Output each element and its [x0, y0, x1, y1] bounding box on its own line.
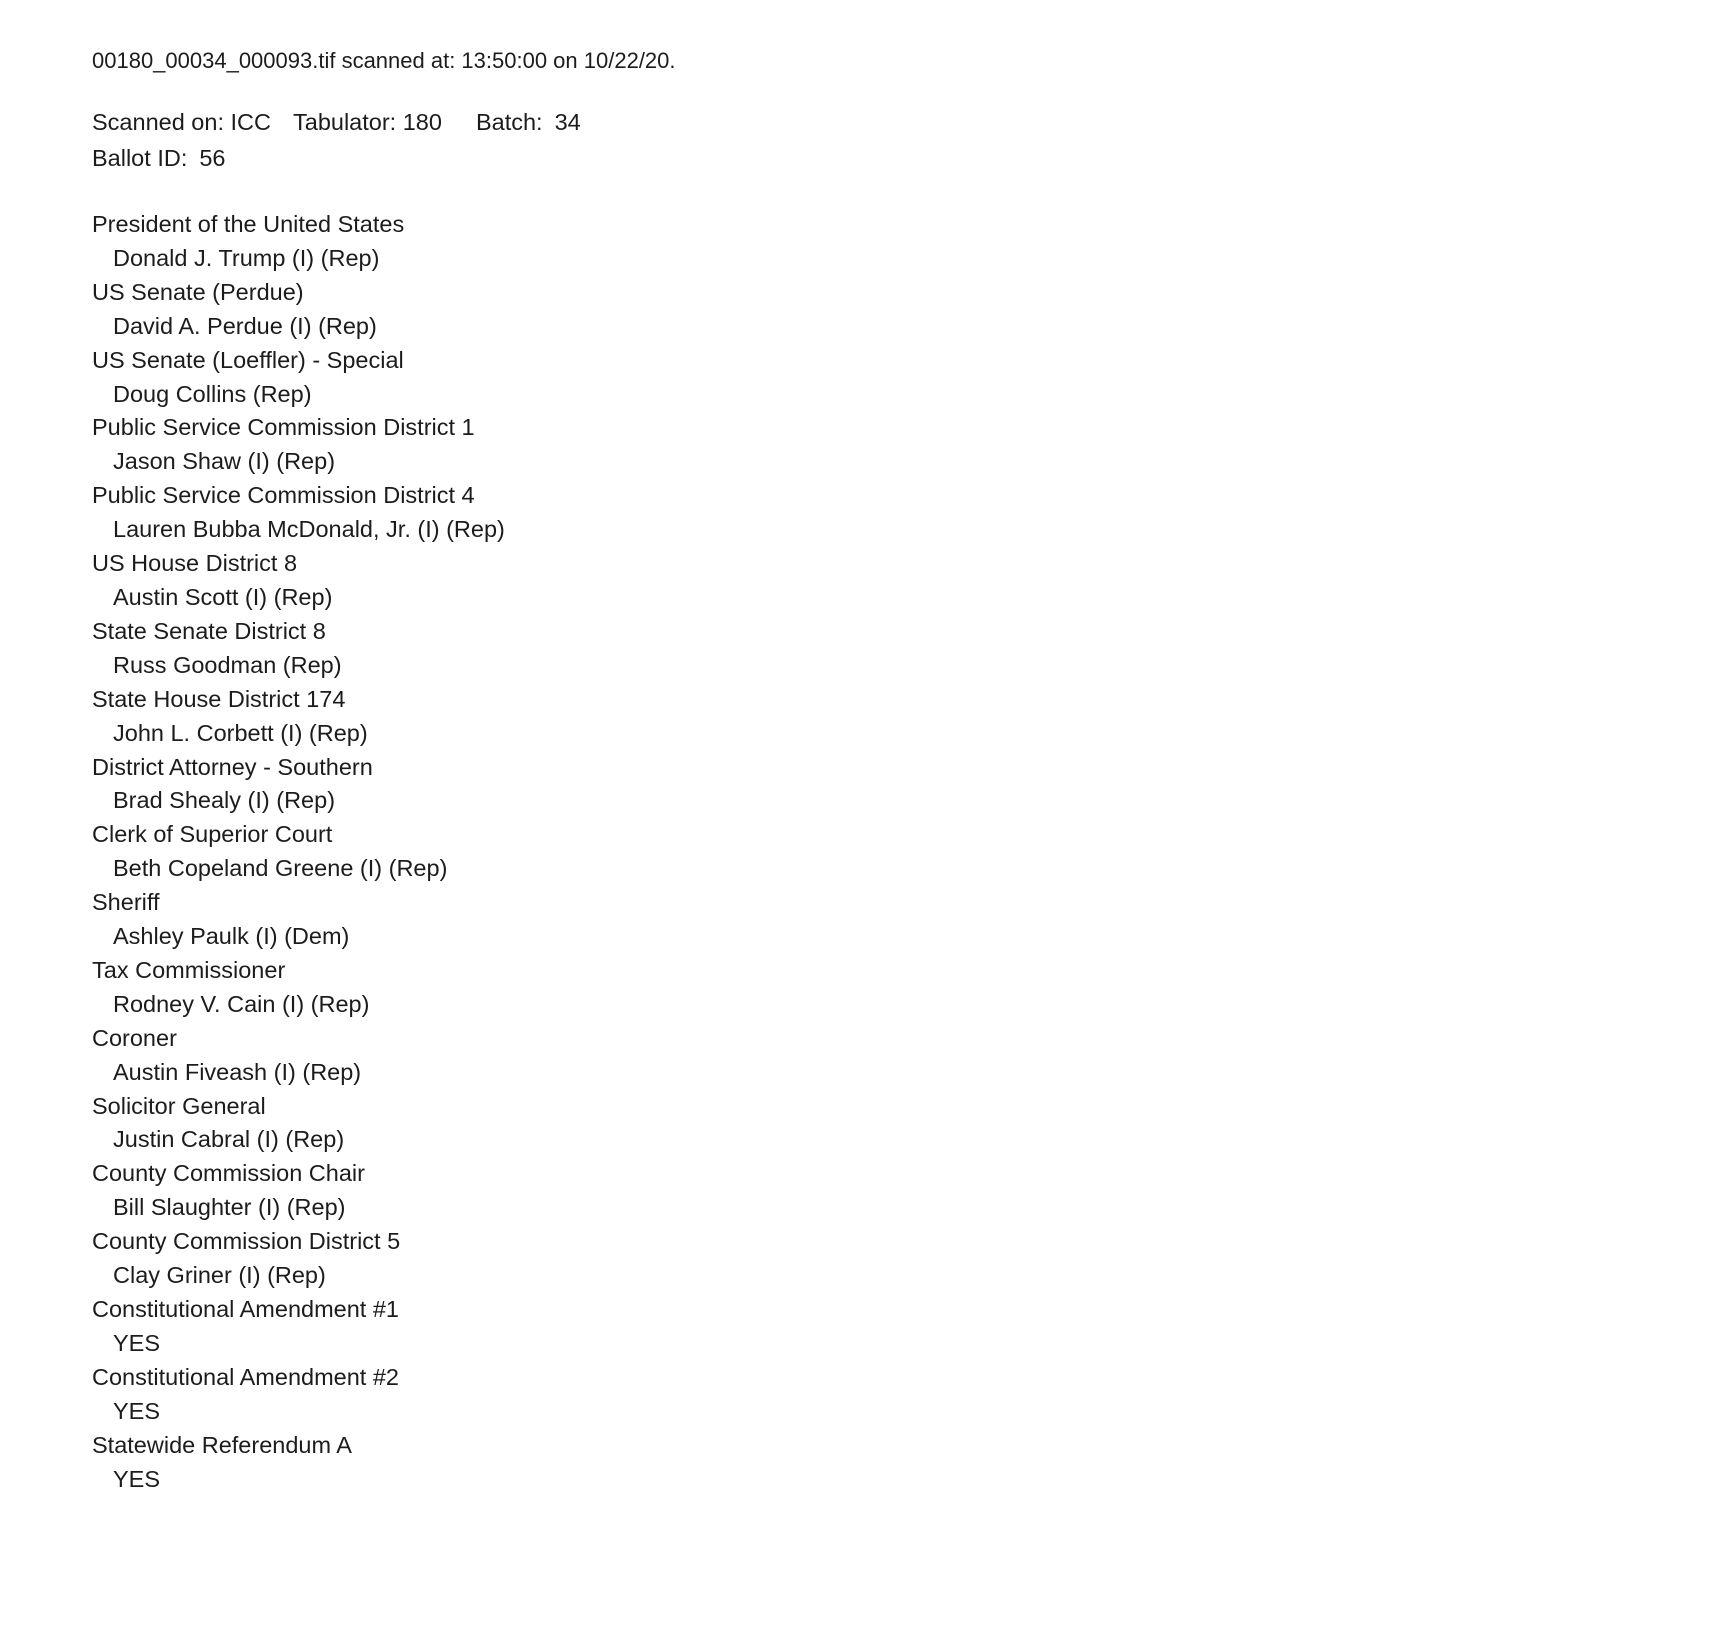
- scanned-on-label: Scanned on:: [92, 109, 224, 135]
- contest-title: Statewide Referendum A: [92, 1431, 352, 1458]
- ballot-id-value: 56: [199, 145, 226, 171]
- contest-title: Sheriff: [92, 889, 160, 916]
- tabulator-label: Tabulator:: [293, 109, 397, 135]
- contest-selection: Beth Copeland Greene (I) (Rep): [113, 855, 448, 882]
- contest-title: District Attorney - Southern: [92, 753, 373, 780]
- contest-title: US House District 8: [92, 550, 298, 577]
- scanned-on-value: ICC: [230, 109, 271, 135]
- ballot-id-label: Ballot ID:: [92, 145, 188, 171]
- ballot-id-line: [92, 140, 1652, 176]
- contest-title: US Senate (Loeffler) - Special: [92, 346, 404, 373]
- contest-title: Constitutional Amendment #2: [92, 1363, 399, 1390]
- contest-selection: Jason Shaw (I) (Rep): [113, 448, 336, 475]
- contest-selection: Bill Slaughter (I) (Rep): [113, 1194, 346, 1221]
- contest-title: Solicitor General: [92, 1092, 266, 1119]
- contest-selection: Rodney V. Cain (I) (Rep): [113, 990, 370, 1017]
- contest-selection: YES: [113, 1465, 161, 1492]
- contest-selection: Clay Griner (I) (Rep): [113, 1262, 326, 1289]
- contest-title: Constitutional Amendment #1: [92, 1296, 399, 1322]
- contest-selection: Austin Fiveash (I) (Rep): [113, 1058, 362, 1085]
- contest-title: County Commission Chair: [92, 1160, 365, 1187]
- contest-selection: YES: [113, 1397, 161, 1424]
- contest-title: Tax Commissioner: [92, 956, 286, 983]
- contest-selection: Lauren Bubba McDonald, Jr. (I) (Rep): [113, 516, 505, 543]
- contest-selection: Doug Collins (Rep): [113, 380, 312, 407]
- scanner-info-line: [92, 104, 1652, 140]
- contest-selection: Justin Cabral (I) (Rep): [113, 1126, 345, 1153]
- batch-value: 34: [554, 109, 581, 135]
- contest-title: County Commission District 5: [92, 1228, 401, 1255]
- contest-selection: Ashley Paulk (I) (Dem): [113, 923, 350, 950]
- scan-filename-line: 00180_00034_000093.tif scanned at: 13:50:00 on 10/22/20.: [92, 48, 676, 73]
- contest-list: [92, 208, 1652, 1496]
- contest-title: State Senate District 8: [92, 617, 326, 644]
- contest-title: President of the United States: [92, 211, 405, 237]
- contest-title: Coroner: [92, 1024, 177, 1051]
- contest-title: Public Service Commission District 1: [92, 414, 475, 441]
- contest-selection: Donald J. Trump (I) (Rep): [113, 244, 380, 271]
- contest-selection: Russ Goodman (Rep): [113, 651, 342, 678]
- contest-title: State House District 174: [92, 685, 346, 712]
- contest-selection: Brad Shealy (I) (Rep): [113, 787, 336, 814]
- contest-title: US Senate (Perdue): [92, 278, 304, 305]
- contest-title: Clerk of Superior Court: [92, 821, 333, 848]
- tabulator-value: 180: [402, 109, 442, 135]
- contest-selection: John L. Corbett (I) (Rep): [113, 719, 368, 746]
- contest-title: Public Service Commission District 4: [92, 482, 475, 509]
- batch-label: Batch:: [475, 109, 543, 135]
- contest-selection: Austin Scott (I) (Rep): [113, 583, 333, 610]
- contest-selection: David A. Perdue (I) (Rep): [113, 312, 377, 339]
- contest-selection: YES: [113, 1329, 161, 1356]
